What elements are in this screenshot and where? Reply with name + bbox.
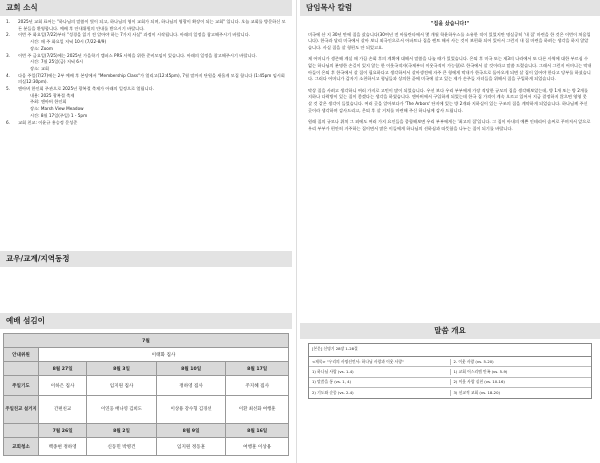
news-number: 6. — [6, 119, 10, 125]
outline-row — [309, 367, 591, 377]
news-number: 3. — [6, 52, 10, 58]
sermon-header: 담임목사 칼럼 — [300, 0, 600, 16]
news-text: 다음 주일(7/27)에는 2부 예배 후 본당에서 "Membership Class"가 열리고(12:45pm), 7월 말까지 단원을 새롭게 모집 합니다 (1:45pm 임시회의실12:30pm). — [18, 72, 285, 85]
sermon-subtitle: "집을 샀습니다!" — [430, 21, 470, 27]
prayer-header: 교우/교계/지역동정 — [0, 251, 292, 267]
date-cell: 8월 27일 — [39, 362, 87, 376]
news-item — [6, 53, 286, 73]
prayer-section — [0, 251, 292, 315]
news-body — [18, 86, 286, 120]
news-detail: 시간: 8월 17일(주일) 1 - 5pm — [30, 112, 88, 118]
news-number: 4. — [6, 72, 10, 78]
ushers-table — [3, 333, 289, 456]
fellowship-row-label: 주일친교 설거지 — [4, 396, 39, 424]
news-list — [0, 16, 292, 126]
news-item — [6, 120, 286, 127]
cleaning-cell: 임지원 정동훈 — [156, 438, 226, 456]
outline-cell: <제목> "우리의 사명선언서: 하나님 사랑과 이웃 사랑" — [312, 358, 404, 364]
sermon-paragraph: 제 어머니가 생존해 계실 때 가끔 손회 후의 계획에 대해서 말씀을 나눌 때가 있었습니다. 은퇴 후 미국 또는 제3의 나라에서 또 다른 사역에 대한 부르심 수 없는 하나님의 분명한 손길이 있지 않는 한 이웃국적자(국제부터 이웃국적이 가능함)로 한국에서 살 것이라고 말씀 드렸습니다. 그래서 그런지 어머니는 막내 아들이 은퇴 후 한국에서 살 집이 필요하다고 생각하셔서 살아생전에 자주 큰 형에게 막내가 한국으로 돌아오게 되면 살 집이 있어야 한다고 당부를 하셨습니다. 그러다 어머니가 갑자기 소천하시고 형님들과 상의한 끝에 미국에 살고 있는 제가 손주들 자녀들을 위해서 집을 구입하게 되었습니다. — [308, 56, 592, 82]
outline-cell: 1) 말씀을 통 (vs. 1, 4) — [312, 379, 352, 385]
fellowship-cell: 간편친교 — [39, 396, 87, 424]
sermon-body — [300, 16, 600, 132]
outline-cell: 1) 하나님 사랑 (vs. 1-4) — [312, 369, 354, 375]
news-number: 2. — [6, 32, 10, 38]
outline-header: 말씀 개요 — [300, 323, 600, 339]
outline-cell: 2) 기도와 순종 (vs. 2-4) — [312, 389, 354, 395]
prayer-cell: 임지원 집사 — [87, 376, 157, 396]
outline-cell: 2) 이웃 사랑 실천 (vs. 10-16) — [450, 379, 592, 385]
outline-section — [300, 323, 600, 399]
outline-scripture: [본문] 신명기 28장 1-28절 — [309, 344, 591, 357]
news-item — [6, 73, 286, 86]
fellowship-cell: 이환 최선화 여행훈 — [226, 396, 289, 424]
news-item — [6, 86, 286, 120]
date-cell: 8월 3일 — [87, 362, 157, 376]
news-body — [18, 120, 286, 127]
news-detail: 장소: Marsh View Meadow — [30, 106, 84, 112]
news-detail: 시간: 7월 25일(금) 저녁 6시 — [30, 59, 84, 65]
outline-box — [308, 343, 592, 399]
date-cell: 8월 10일 — [156, 362, 226, 376]
cleaning-row-label: 교회청소 — [4, 438, 39, 456]
news-detail: 시간: 매 주 화요일 저녁 10시 (7/22-8/9) — [30, 39, 107, 45]
news-text: 앤아버 한인회 주관으로 2025년 광복절 축제가 아래의 일정으로 열립니다. — [18, 86, 154, 92]
news-body — [18, 73, 286, 86]
news-number: 5. — [6, 86, 10, 92]
right-column — [300, 0, 600, 137]
date-cell: 8월 9일 — [156, 424, 226, 438]
news-detail: 주최: 앤아버 한인회 — [30, 99, 67, 105]
blank-cell — [4, 362, 39, 376]
sermon-paragraph: 막상 집을 사려고 생각하니 여러 가지로 고민이 많이 되었습니다. 우선 보다 우리 부부에게 가장 적당한 규모의 집을 생각해보았는데, 방 1개 또는 방 2개를 지하나 다락방이 있는 집이 좋겠다는 생각을 하였습니다. 앤아버에서 구입하게 되었는데 한국 집 가격이 계속 오르고 있어서 지금 결정하지 않으면 영영 못 살 것 같은 생각이 들었습니다. 여러 곳을 알아보다가 'The Arbors' 단지에 있는 방 2개와 지하실이 있는 구조의 집을 계약하게 되었습니다. 하나님께 주신 곳이라 생각하며 감사드리고, 은퇴 후 살 거처를 마련해 주신 하나님께 감사 드립니다. — [308, 87, 588, 113]
news-text: 2025년 교회 표어는 "하나님의 말씀이 빛이 되고, 하나님의 영이 교회가 되며, 하나님의 영광이 확장이 되는 교회" 입니다. 오늘 교회를 방문하신 모든 분들을 환영합니다. 예배 후 안내위원의 안내를 받으시기 바랍니다. — [18, 19, 286, 31]
news-item — [6, 19, 286, 32]
news-detail: 내용: 2025 광복절 축제 — [30, 92, 75, 98]
sermon-paragraph: 미국에 산 지 30년 만에 집을 샀습니다(30여년 전 아틀란타에서 몇 개월 학윤하우스를 소유한 적이 있었지만 명실공히 '내 집' 마련을 한 것은 이번이 처음입니다). 한국과 달리 미국에서 살아 보니 외국인으로서 아파트나 집을 렌트 해서 사는 것이 보편화 되어 있어서 그런지 내 집 마련을 하려는 생각을 하지 않았습니다. 사실 집을 살 형편도 안 되었고요. — [308, 31, 591, 50]
sermon-paragraph: 원래 집의 규모나 위치 그 외에도 여러 가지 요인들을 종합해보면 우리 부부에게는 '최고의 집'입니다. 그 집이 아내의 예쁜 인테리어 솜씨로 꾸며져서 앞으로 우리 부부가 편안히 거주하는 집이면서 많은 이들에게 하나님의 선하심과 따뜻함을 나누는 집이 되기를 바랍니다. — [308, 119, 591, 131]
ushers-section — [0, 313, 292, 456]
cleaning-cell: 여행훈 이상용 — [226, 438, 289, 456]
prayer-cell: 이하은 집사 — [39, 376, 87, 396]
date-cell: 8월 2일 — [87, 424, 157, 438]
leader-cell: 이태화 집사 — [39, 348, 289, 362]
month-cell: 7월 — [4, 334, 289, 348]
news-text: 이번 주 화요일(7/22)부터 "성경을 읽기 전 알아야 하는 7가지 사실" 과정이 시작됩니다. 아래의 일정을 참고해주시기 바랍니다. — [18, 32, 250, 38]
outline-cell: 2. 이웃 사랑 (vs. 5-20) — [450, 359, 592, 365]
leader-label: 안내위원 — [4, 348, 39, 362]
cleaning-cell: 백종현 정하영 — [39, 438, 87, 456]
news-text: 이번 주 금요일(7/25)에는 2025년 가을학기 캠퍼스 PRS 사역을 위한 준비모임이 있습니다. 아래의 일정을 참고해주시기 바랍니다. — [18, 52, 257, 58]
cleaning-cell: 신동민 박병건 — [87, 438, 157, 456]
date-cell: 8월 17일 — [226, 362, 289, 376]
news-number: 1. — [6, 19, 10, 24]
news-body — [18, 32, 286, 52]
news-text: 교회 친교: 이윤규 홍승정 문성준 — [18, 119, 78, 125]
outline-row — [309, 388, 591, 397]
column-divider — [296, 0, 297, 463]
prayer-cell: 주지혜 집사 — [226, 376, 289, 396]
prayer-row-label: 주일기도 — [4, 376, 39, 396]
outline-row — [309, 357, 591, 367]
outline-cell: 3) 선교적 교회 (vs. 18-20) — [450, 390, 592, 396]
blank-cell — [4, 424, 39, 438]
news-item — [6, 32, 286, 52]
news-header: 교회 소식 — [0, 0, 292, 16]
date-cell: 7월 26일 — [39, 424, 87, 438]
prayer-body — [0, 267, 292, 315]
outline-row — [309, 378, 591, 388]
prayer-cell: 정하영 집사 — [156, 376, 226, 396]
left-column — [0, 0, 292, 126]
date-cell: 8월 16일 — [226, 424, 289, 438]
news-detail: 장소: Zoom — [30, 45, 53, 51]
outline-cell: 1) 교회 어스리엠 만족 (vs. 5-9) — [450, 369, 592, 375]
fellowship-cell: 이상용 강수형 김경선 — [156, 396, 226, 424]
fellowship-cell: 이연웅 배나영 김희도 — [87, 396, 157, 424]
news-body — [18, 53, 286, 73]
ushers-header: 예배 섬김이 — [0, 313, 292, 329]
news-detail: 장소: 교회 — [30, 65, 49, 71]
news-body — [18, 19, 286, 32]
